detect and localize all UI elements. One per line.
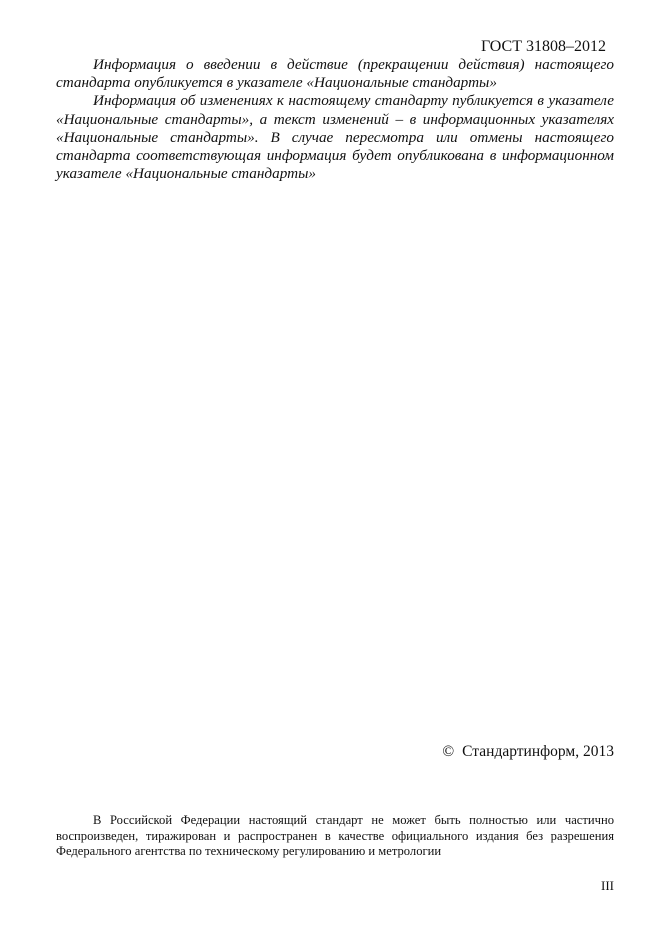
- copyright-text: Стандартинформ, 2013: [462, 743, 614, 760]
- reproduction-notice: [56, 813, 614, 860]
- publication-info-block: [56, 56, 614, 183]
- copyright-line: [442, 743, 614, 761]
- paragraph-changes-info: Информация об изменениях к настоящему стандарту публикуется в указателе «Национальные стандарты», а текст изменений – в информационных указателях «Национальные стандарты». В случае пересмотра или отмены настоящего стандарта соответствующая информация будет опубликована в информационном указателе «Национальные стандарты»: [56, 92, 614, 183]
- document-header-standard-id: ГОСТ 31808–2012: [480, 38, 606, 55]
- notice-text: В Российской Федерации настоящий стандарт не может быть полностью или частично воспроизведен, тиражирован и распространен в качестве официального издания без разрешения Федерального агентства по техническому регулированию и метрологии: [56, 813, 614, 858]
- copyright-icon: ©: [442, 743, 455, 760]
- paragraph-introduction-info: Информация о введении в действие (прекращении действия) настоящего стандарта опубликуется в указателе «Национальные стандарты»: [56, 56, 614, 92]
- page-number: III: [601, 878, 614, 893]
